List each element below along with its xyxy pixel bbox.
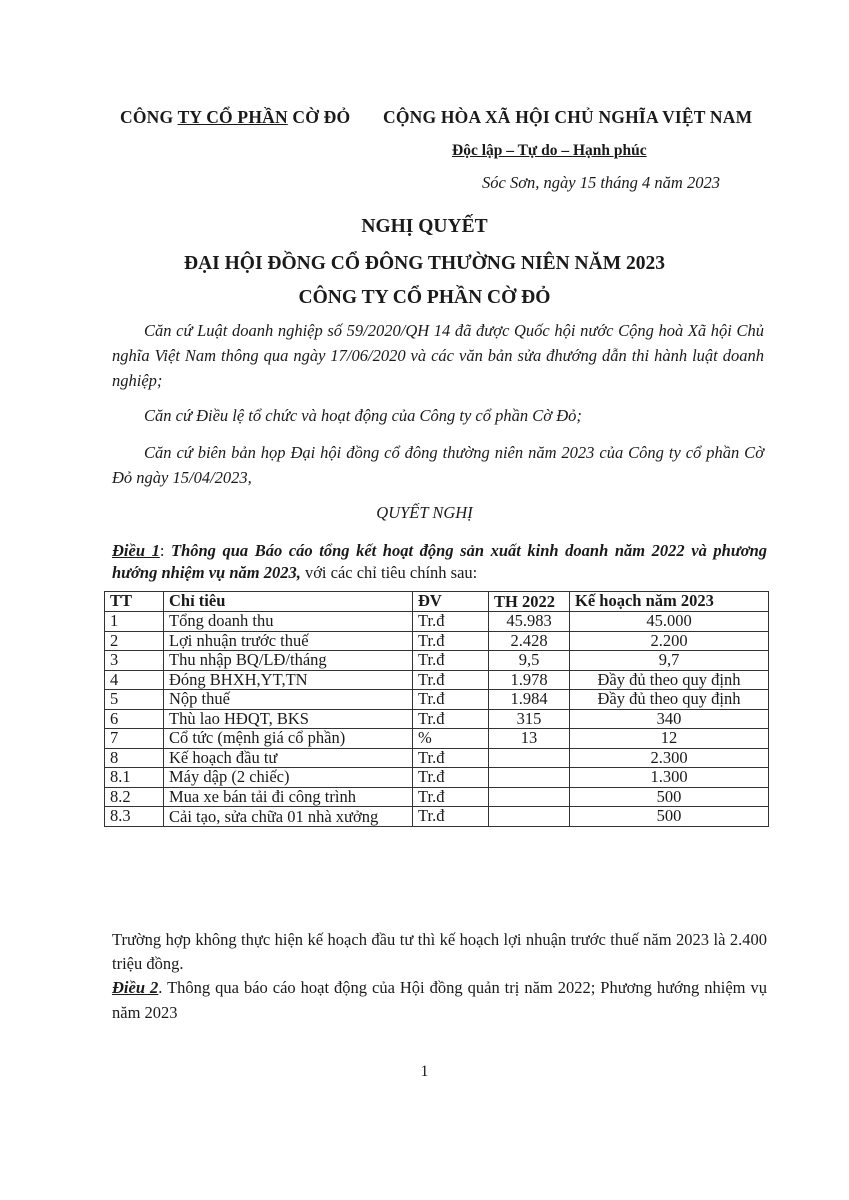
table-row bbox=[105, 690, 769, 710]
cell-unit: Tr.đ bbox=[413, 612, 489, 632]
cell-indicator: Cải tạo, sửa chữa 01 nhà xưởng bbox=[164, 807, 413, 827]
table-header-row bbox=[105, 592, 769, 612]
cell-actual-2022: 1.984 bbox=[489, 690, 570, 710]
cell-actual-2022: 1.978 bbox=[489, 670, 570, 690]
header-unit: ĐV bbox=[413, 592, 489, 612]
cell-unit: Tr.đ bbox=[413, 631, 489, 651]
cell-plan-2023: 340 bbox=[570, 709, 769, 729]
investment-note: Trường hợp không thực hiện kế hoạch đầu tư thì kế hoạch lợi nhuận trước thuế năm 2023 là 2.400 triệu đồng. bbox=[112, 930, 767, 973]
cell-tt: 4 bbox=[105, 670, 164, 690]
header-indicator: Chỉ tiêu bbox=[164, 592, 413, 612]
preamble-paragraph bbox=[112, 318, 764, 393]
cell-plan-2023: 2.200 bbox=[570, 631, 769, 651]
cell-unit: Tr.đ bbox=[413, 787, 489, 807]
article-2-text: . Thông qua báo cáo hoạt động của Hội đồng quản trị năm 2022; Phương hướng nhiệm vụ năm 2023 bbox=[112, 978, 768, 1022]
cell-unit: Tr.đ bbox=[413, 768, 489, 788]
table-row bbox=[105, 807, 769, 827]
document-subtitle: ĐẠI HỘI ĐỒNG CỔ ĐÔNG THƯỜNG NIÊN NĂM 2023 bbox=[183, 253, 666, 274]
article-2 bbox=[112, 975, 767, 1025]
cell-plan-2023: 2.300 bbox=[570, 748, 769, 768]
cell-actual-2022: 13 bbox=[489, 729, 570, 749]
cell-unit: Tr.đ bbox=[413, 670, 489, 690]
article-1-colon: : bbox=[159, 541, 171, 560]
cell-tt: 3 bbox=[105, 651, 164, 671]
cell-indicator: Đóng BHXH,YT,TN bbox=[164, 670, 413, 690]
cell-actual-2022: 45.983 bbox=[489, 612, 570, 632]
dateline: Sóc Sơn, ngày 15 tháng 4 năm 2023 bbox=[482, 173, 720, 192]
cell-tt: 5 bbox=[105, 690, 164, 710]
cell-tt: 1 bbox=[105, 612, 164, 632]
cell-indicator: Lợi nhuận trước thuế bbox=[164, 631, 413, 651]
national-motto: Độc lập – Tự do – Hạnh phúc bbox=[452, 142, 647, 159]
header-plan-2023: Kế hoạch năm 2023 bbox=[570, 592, 769, 612]
article-1-heading-text: Thông qua Báo cáo tổng kết hoạt động sản xuất kinh doanh năm 2022 và phương hướng nhiệm vụ năm 2023, bbox=[112, 541, 767, 582]
preamble-paragraph bbox=[112, 440, 764, 490]
table-row bbox=[105, 729, 769, 749]
table-row bbox=[105, 631, 769, 651]
republic-heading: CỘNG HÒA XÃ HỘI CHỦ NGHĨA VIỆT NAM bbox=[383, 107, 753, 127]
cell-indicator: Cổ tức (mệnh giá cổ phần) bbox=[164, 729, 413, 749]
header-actual-2022: TH 2022 bbox=[489, 592, 570, 612]
cell-tt: 2 bbox=[105, 631, 164, 651]
preamble-text: Căn cứ Luật doanh nghiệp số 59/2020/QH 14 đã được Quốc hội nước Cộng hoà Xã hội Chủ nghĩa Việt Nam thông qua ngày 17/06/2020 và các văn bản sửa đhướng dẫn thi hành luật doanh nghiệp; bbox=[112, 321, 764, 390]
cell-actual-2022 bbox=[489, 807, 570, 827]
company-name-suffix: CỜ ĐỎ bbox=[287, 107, 351, 127]
article-1 bbox=[112, 540, 767, 584]
table-row bbox=[105, 709, 769, 729]
cell-unit: Tr.đ bbox=[413, 690, 489, 710]
cell-unit: Tr.đ bbox=[413, 651, 489, 671]
cell-tt: 7 bbox=[105, 729, 164, 749]
cell-plan-2023: 45.000 bbox=[570, 612, 769, 632]
article-1-tail: với các chỉ tiêu chính sau: bbox=[300, 563, 478, 582]
preamble-text: Căn cứ biên bản họp Đại hội đồng cổ đông thường niên năm 2023 của Công ty cổ phần Cờ Đỏ ngày 15/04/2023, bbox=[112, 443, 764, 487]
cell-indicator: Thù lao HĐQT, BKS bbox=[164, 709, 413, 729]
table-row bbox=[105, 768, 769, 788]
article-2-label: Điều 2 bbox=[112, 978, 159, 997]
company-name-prefix: CÔNG bbox=[120, 107, 178, 127]
header-tt: TT bbox=[105, 592, 164, 612]
table-row bbox=[105, 651, 769, 671]
cell-unit: % bbox=[413, 729, 489, 749]
preamble-text: Căn cứ Điều lệ tổ chức và hoạt động của Công ty cổ phần Cờ Đỏ; bbox=[144, 406, 582, 425]
cell-tt: 8 bbox=[105, 748, 164, 768]
cell-actual-2022: 315 bbox=[489, 709, 570, 729]
article-1-label: Điều 1 bbox=[112, 541, 160, 560]
document-company: CÔNG TY CỔ PHẦN CỜ ĐỎ bbox=[298, 287, 551, 308]
cell-tt: 6 bbox=[105, 709, 164, 729]
cell-tt: 8.1 bbox=[105, 768, 164, 788]
page-number: 1 bbox=[420, 1063, 429, 1080]
cell-tt: 8.2 bbox=[105, 787, 164, 807]
cell-unit: Tr.đ bbox=[413, 748, 489, 768]
cell-indicator: Mua xe bán tải đi công trình bbox=[164, 787, 413, 807]
targets-table bbox=[104, 591, 769, 827]
document-title: NGHỊ QUYẾT bbox=[361, 216, 488, 237]
preamble-paragraph bbox=[112, 403, 764, 428]
cell-actual-2022 bbox=[489, 787, 570, 807]
table-row bbox=[105, 670, 769, 690]
cell-unit: Tr.đ bbox=[413, 807, 489, 827]
cell-unit: Tr.đ bbox=[413, 709, 489, 729]
cell-actual-2022 bbox=[489, 748, 570, 768]
cell-indicator: Thu nhập BQ/LĐ/tháng bbox=[164, 651, 413, 671]
cell-tt: 8.3 bbox=[105, 807, 164, 827]
cell-actual-2022: 9,5 bbox=[489, 651, 570, 671]
cell-indicator: Máy dập (2 chiếc) bbox=[164, 768, 413, 788]
cell-plan-2023: 12 bbox=[570, 729, 769, 749]
company-name-underlined: TY CỔ PHẦN bbox=[177, 107, 288, 127]
table-row bbox=[105, 748, 769, 768]
cell-actual-2022 bbox=[489, 768, 570, 788]
resolve-heading: QUYẾT NGHỊ bbox=[376, 503, 473, 522]
cell-plan-2023: 9,7 bbox=[570, 651, 769, 671]
table-row bbox=[105, 612, 769, 632]
table-row bbox=[105, 787, 769, 807]
cell-plan-2023: 500 bbox=[570, 787, 769, 807]
cell-indicator: Nộp thuế bbox=[164, 690, 413, 710]
company-name bbox=[120, 107, 350, 128]
cell-plan-2023: 1.300 bbox=[570, 768, 769, 788]
cell-plan-2023: Đầy đủ theo quy định bbox=[570, 690, 769, 710]
cell-plan-2023: 500 bbox=[570, 807, 769, 827]
cell-indicator: Tổng doanh thu bbox=[164, 612, 413, 632]
cell-actual-2022: 2.428 bbox=[489, 631, 570, 651]
cell-plan-2023: Đầy đủ theo quy định bbox=[570, 670, 769, 690]
cell-indicator: Kế hoạch đầu tư bbox=[164, 748, 413, 768]
